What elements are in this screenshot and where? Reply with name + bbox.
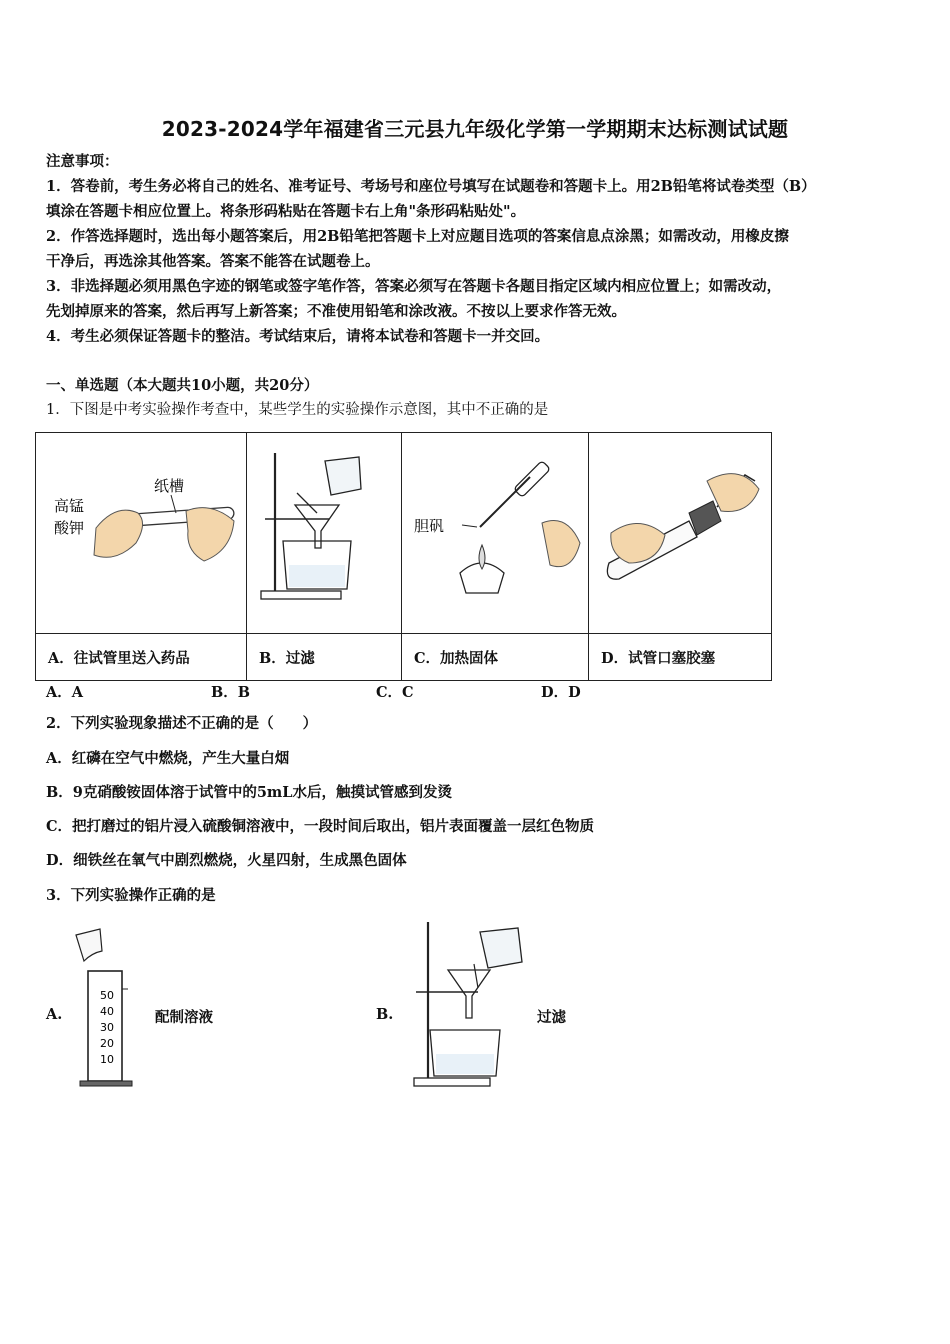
caption-a: A．往试管里送入药品 (36, 634, 247, 681)
page-title: 2023-2024学年福建省三元县九年级化学第一学期期末达标测试试题 (161, 117, 789, 141)
tick-label: 50 (100, 989, 114, 1002)
figure-c (402, 433, 589, 634)
notice-line: 填涂在答题卡相应位置上。将条形码粘贴在答题卡右上角"条形码粘贴处"。 (46, 203, 526, 220)
notice-line: 1．答卷前，考生务必将自己的姓名、准考证号、考场号和座位号填写在试题卷和答题卡上。用2B铅笔将试卷类型（B） (46, 178, 816, 195)
q1-option-a[interactable]: A．A (46, 684, 84, 701)
q2-option-c[interactable]: C．把打磨过的铝片浸入硫酸铜溶液中，一段时间后取出，铝片表面覆盖一层红色物质 (46, 818, 595, 835)
figure-d (589, 433, 772, 634)
figure-a (36, 433, 247, 634)
label-paper-trough: 纸槽 (154, 477, 185, 495)
notice-heading: 注意事项： (46, 153, 119, 170)
notice-line: 先划掉原来的答案，然后再写上新答案；不准使用铅笔和涂改液。不按以上要求作答无效。 (46, 303, 626, 320)
notice-line: 2．作答选择题时，选出每小题答案后，用2B铅笔把答题卡上对应题目选项的答案信息点涂黑；如需改动，用橡皮擦 (46, 228, 789, 245)
graduated-cylinder-illustration (70, 925, 140, 1090)
q2-option-a[interactable]: A．红磷在空气中燃烧，产生大量白烟 (46, 750, 290, 767)
q1-figure-table (35, 432, 772, 681)
label-blue-vitriol: 胆矾 (414, 517, 445, 535)
q2-option-d[interactable]: D．细铁丝在氧气中剧烈燃烧，火星四射，生成黑色固体 (46, 852, 407, 869)
caption-d: D．试管口塞胶塞 (589, 634, 772, 681)
tick-label: 20 (100, 1037, 114, 1050)
caption-c: C．加热固体 (402, 634, 589, 681)
notice-line: 干净后，再选涂其他答案。答案不能答在试题卷上。 (46, 253, 380, 270)
tick-label: 30 (100, 1021, 114, 1034)
label-kmno4-1: 高锰 (54, 497, 85, 515)
q2-option-b[interactable]: B．9克硝酸铵固体溶于试管中的5mL水后，触摸试管感到发烫 (46, 784, 452, 801)
section-heading: 一、单选题（本大题共10小题，共20分） (46, 377, 319, 394)
filtration-setup-illustration (408, 918, 533, 1090)
q1-option-d[interactable]: D．D (541, 684, 581, 701)
q3-option-a-text: 配制溶液 (155, 1009, 213, 1026)
q1-option-c[interactable]: C．C (376, 684, 414, 701)
q3-option-a-letter[interactable]: A. (46, 1006, 63, 1023)
heating-solid-illustration (402, 433, 588, 629)
tick-label: 10 (100, 1053, 114, 1066)
test-tube-feeding-illustration (36, 433, 246, 629)
question-3-stem: 3．下列实验操作正确的是 (46, 887, 216, 904)
figure-b (247, 433, 402, 634)
notice-line: 4．考生必须保证答题卡的整洁。考试结束后，请将本试卷和答题卡一并交回。 (46, 328, 550, 345)
tick-label: 40 (100, 1005, 114, 1018)
filtration-illustration (247, 433, 401, 629)
label-kmno4-2: 酸钾 (54, 519, 85, 537)
q1-option-b[interactable]: B．B (211, 684, 251, 701)
q3-option-b-letter[interactable]: B. (376, 1006, 394, 1023)
notice-line: 3．非选择题必须用黑色字迹的钢笔或签字笔作答，答案必须写在答题卡各题目指定区域内相应位置上；如需改动， (46, 278, 782, 295)
caption-b: B．过滤 (247, 634, 402, 681)
stopper-insertion-illustration (589, 433, 771, 629)
question-1-stem: 1．下图是中考实验操作考查中，某些学生的实验操作示意图，其中不正确的是 (46, 402, 549, 418)
question-2-stem: 2．下列实验现象描述不正确的是（ ） (46, 715, 318, 732)
q3-option-b-text: 过滤 (537, 1009, 566, 1026)
